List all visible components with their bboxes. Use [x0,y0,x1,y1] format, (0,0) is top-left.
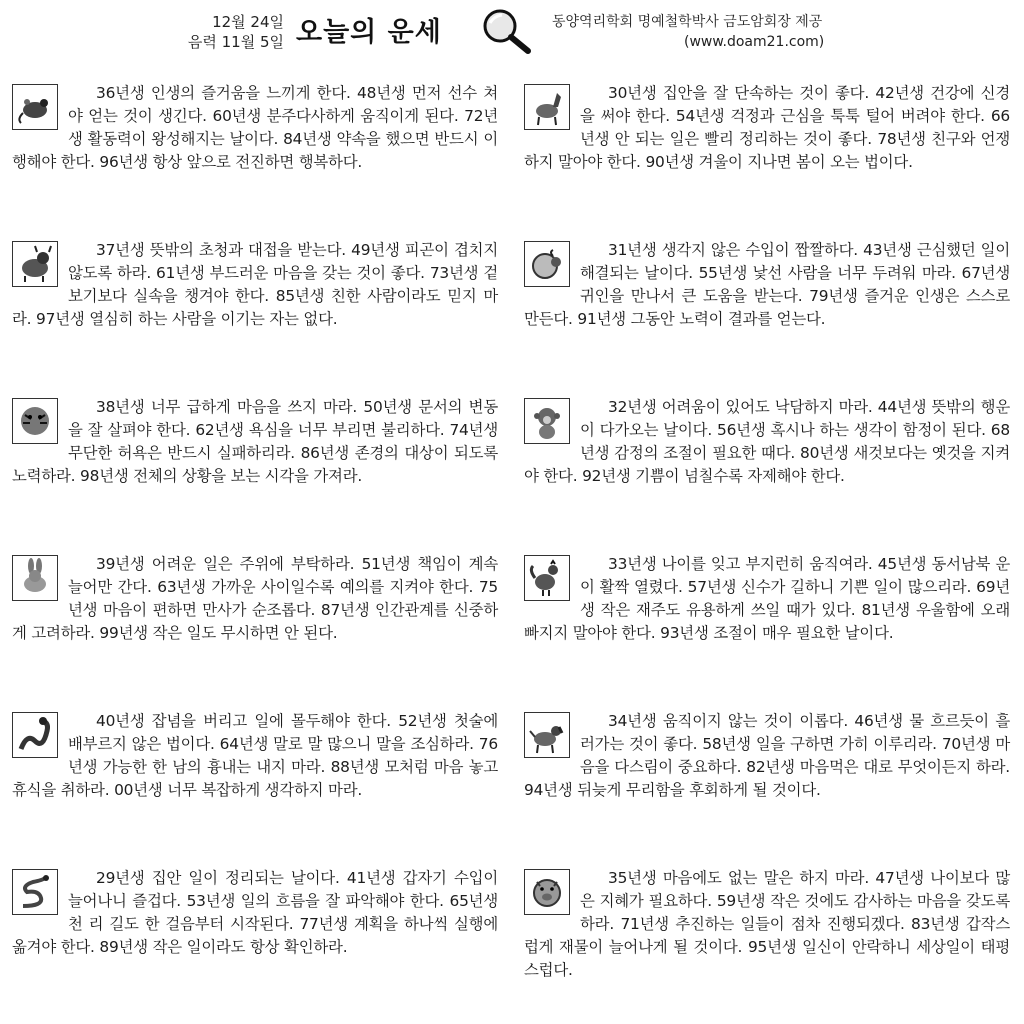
fortune-text: 39년생 어려운 일은 주위에 부탁하라. 51년생 책임이 계속 늘어만 간다. 63년생 가까운 사이일수록 예의를 지켜야 한다. 75년생 마음이 편하면 만사가 순조롭다. 87년생 인간관계를 신중하게 고려하라. 99년생 작은 일도 무시하면 안 된다. [12,555,498,642]
fortune-entry-monkey [524,396,1010,553]
tiger-icon [12,398,58,444]
fortune-text: 33년생 나이를 잊고 부지런히 움직여라. 45년생 동서남북 운이 활짝 열렸다. 57년생 신수가 길하니 기쁜 일이 많으리라. 69년생 작은 재주도 유용하게 쓰일 때가 있다. 81년생 우울함에 오래 빠지지 말아야 한다. 93년생 조절이 매우 필요한 날이다. [524,555,1010,642]
fortune-text: 36년생 인생의 즐거움을 느끼게 한다. 48년생 먼저 선수 쳐야 얻는 것이 생긴다. 60년생 분주다사하게 움직이게 된다. 72년생 활동력이 왕성해지는 날이다. 84년생 약속을 했으면 반드시 이행해야 한다. 96년생 항상 앞으로 전진하면 행복하다. [12,84,498,171]
fortune-text: 38년생 너무 급하게 마음을 쓰지 마라. 50년생 문서의 변동을 잘 살펴야 한다. 62년생 욕심을 너무 부리면 불리하다. 74년생 무단한 허욕은 반드시 실패하리라. 86년생 존경의 대상이 되도록 노력하라. 98년생 전체의 상황을 보는 시각을 가져라. [12,398,498,485]
fortune-text: 40년생 잡념을 버리고 일에 몰두해야 한다. 52년생 첫술에 배부르지 않은 법이다. 64년생 말로 말 많으니 말을 조심하라. 76년생 가능한 한 남의 흉내는 내지 마라. 88년생 모처럼 마음 놓고 휴식을 취하라. 00년생 너무 복잡하게 생각하지 마라. [12,712,498,799]
snake-icon [12,869,58,915]
fortune-entry-pig [524,867,1010,1024]
fortune-entry-snake [12,867,498,1024]
fortune-entry-tiger [12,396,498,553]
pig-icon [524,869,570,915]
fortune-entry-rabbit [12,553,498,710]
fortune-text: 31년생 생각지 않은 수입이 짭짤하다. 43년생 근심했던 일이 해결되는 날이다. 55년생 낯선 사람을 너무 두려워 마라. 67년생 귀인을 만나서 큰 도움을 받는다. 79년생 즐거운 인생은 스스로 만든다. 91년생 그동안 노력이 결과를 얻는다. [524,241,1010,328]
magnifier-icon [478,6,536,56]
fortune-entry-sheep [524,239,1010,396]
fortune-text: 35년생 마음에도 없는 말은 하지 마라. 47년생 나이보다 많은 지혜가 필요하다. 59년생 작은 것에도 감사하는 마음을 갖도록 하라. 71년생 추진하는 일들이 점차 진행되겠다. 83년생 갑작스럽게 재물이 늘어나게 될 것이다. 95년생 일신이 안락하니 세상일이 태평스럽다. [524,869,1010,979]
fortune-text: 30년생 집안을 잘 단속하는 것이 좋다. 42년생 건강에 신경을 써야 한다. 54년생 걱정과 근심을 툭툭 털어 버려야 한다. 66년생 안 되는 일은 빨리 정리하는 것이 좋다. 78년생 친구와 언쟁하지 말아야 한다. 90년생 겨울이 지나면 봄이 오는 법이다. [524,84,1010,171]
sheep-icon [524,241,570,287]
date-block [160,12,284,52]
rat-icon [12,84,58,130]
fortune-entry-rooster [524,553,1010,710]
header [0,0,1024,62]
fortune-entry-ox [12,239,498,396]
fortune-entry-dog [524,710,1010,867]
monkey-icon [524,398,570,444]
credit-text: 동양역리학회 명예철학박사 금도암회장 제공 [552,14,823,30]
fortune-text: 32년생 어려움이 있어도 낙담하지 마라. 44년생 뜻밖의 행운이 다가오는 날이다. 56년생 혹시나 하는 생각이 함정이 된다. 68년생 감정의 조절이 필요한 때다. 80년생 새것보다는 옛것을 지켜야 한다. 92년생 기쁨이 넘칠수록 자제해야 한다. [524,398,1010,485]
date-lunar: 음력 11월 5일 [187,33,284,51]
date-solar: 12월 24일 [212,13,284,31]
rooster-icon [524,555,570,601]
fortune-text: 34년생 움직이지 않는 것이 이롭다. 46년생 물 흐르듯이 흘러가는 것이 좋다. 58년생 일을 구하면 가히 이루리라. 70년생 마음을 다스림이 중요하다. 82년생 마음먹은 대로 무엇이든지 하라. 94년생 뒤늦게 무리함을 후회하게 될 것이다. [524,712,1010,799]
fortune-entry-horse [524,82,1010,239]
ox-icon [12,241,58,287]
left-column [12,82,498,1024]
fortune-text: 37년생 뜻밖의 초청과 대접을 받는다. 49년생 피곤이 겹치지 않도록 하라. 61년생 부드러운 마음을 갖는 것이 좋다. 73년생 겉보기보다 실속을 챙겨야 한다. 85년생 친한 사람이라도 믿지 마라. 97년생 열심히 하는 사람을 이기는 자는 없다. [12,241,498,328]
dragon-icon [12,712,58,758]
fortune-entry-dragon [12,710,498,867]
fortune-entry-rat [12,82,498,239]
credit-url: (www.doam21.com) [684,34,825,50]
horse-icon [524,84,570,130]
fortune-text: 29년생 집안 일이 정리되는 날이다. 41년생 갑자기 수입이 늘어나니 즐겁다. 53년생 일의 흐름을 잘 파악해야 한다. 65년생 천 리 길도 한 걸음부터 시작된다. 77년생 계획을 하나씩 실행에 옮겨야 한다. 89년생 작은 일이라도 항상 확인하라. [12,869,498,956]
right-column [524,82,1010,1024]
rabbit-icon [12,555,58,601]
credit [552,12,824,52]
dog-icon [524,712,570,758]
page-title: 오늘의 운세 [296,17,442,48]
